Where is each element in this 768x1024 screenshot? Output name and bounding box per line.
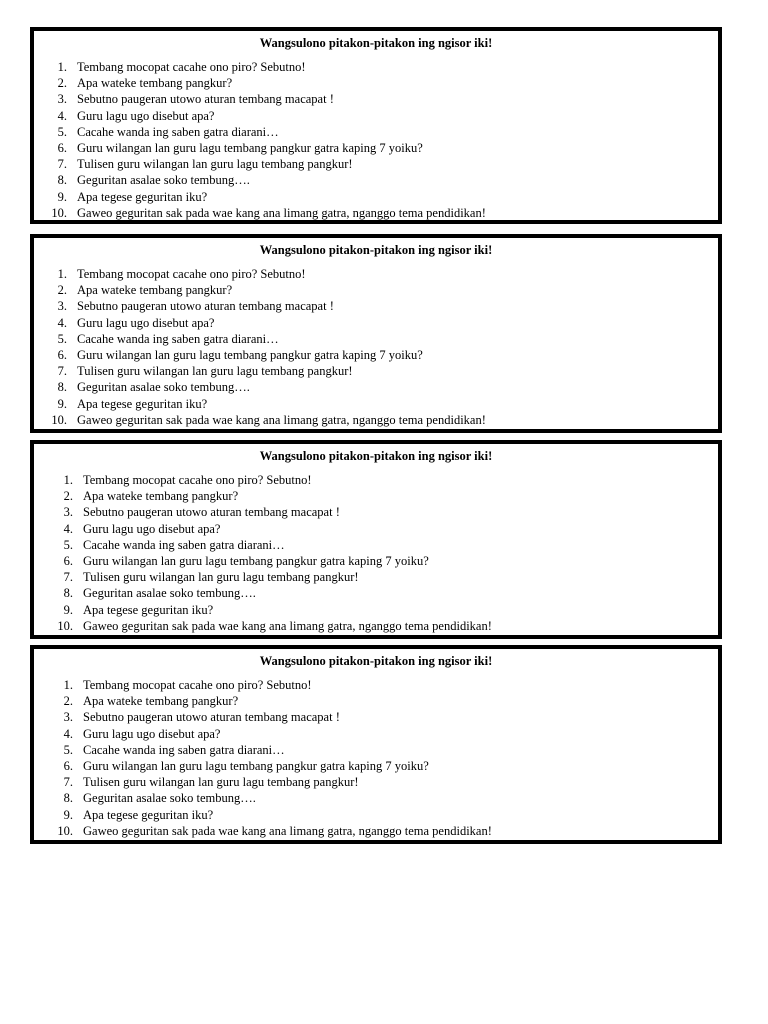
- question-number: 8.: [63, 791, 73, 806]
- question-number: 1.: [63, 473, 73, 487]
- question-number: 9.: [63, 807, 73, 822]
- question-number: 4.: [57, 315, 67, 330]
- question-number: 10.: [51, 412, 67, 427]
- question-number: 1.: [63, 678, 73, 692]
- question-text: Gaweo geguritan sak pada wae kang ana limang gatra, nganggo tema pendidikan!: [83, 823, 492, 838]
- question-item: [34, 823, 718, 839]
- question-text: Sebutno paugeran utowo aturan tembang macapat !: [77, 299, 334, 314]
- question-item: [34, 331, 718, 347]
- question-text: Geguritan asalae soko tembung….: [77, 380, 250, 395]
- question-number: 6.: [63, 553, 73, 568]
- question-text: Tembang mocopat cacahe ono piro? Sebutno!: [77, 267, 306, 281]
- question-text: Cacahe wanda ing saben gatra diarani…: [83, 537, 285, 552]
- question-item: [34, 124, 718, 140]
- question-text: Guru lagu ugo disebut apa?: [77, 315, 215, 330]
- question-text: Apa wateke tembang pangkur?: [77, 283, 233, 298]
- question-number: 2.: [63, 694, 73, 709]
- question-number: 5.: [57, 331, 67, 346]
- question-card: [30, 440, 722, 639]
- question-number: 8.: [57, 380, 67, 395]
- question-number: 2.: [63, 489, 73, 504]
- question-text: Gaweo geguritan sak pada wae kang ana limang gatra, nganggo tema pendidikan!: [77, 205, 486, 220]
- question-text: Guru wilangan lan guru lagu tembang pangkur gatra kaping 7 yoiku?: [77, 347, 423, 362]
- question-number: 7.: [57, 157, 67, 172]
- question-number: 9.: [63, 602, 73, 617]
- question-item: [34, 108, 718, 124]
- question-number: 1.: [57, 267, 67, 281]
- question-number: 6.: [63, 758, 73, 773]
- question-item: [34, 726, 718, 742]
- question-number: 2.: [57, 283, 67, 298]
- question-text: Apa tegese geguritan iku?: [83, 602, 214, 617]
- question-text: Apa tegese geguritan iku?: [77, 189, 208, 204]
- question-item: [34, 807, 718, 823]
- question-text: Tembang mocopat cacahe ono piro? Sebutno!: [83, 473, 312, 487]
- question-item: [34, 504, 718, 520]
- question-text: Apa wateke tembang pangkur?: [77, 76, 233, 91]
- question-item: [34, 709, 718, 725]
- question-number: 3.: [63, 505, 73, 520]
- question-number: 10.: [57, 618, 73, 633]
- question-item: [34, 347, 718, 363]
- question-text: Cacahe wanda ing saben gatra diarani…: [83, 742, 285, 757]
- question-item: [34, 742, 718, 758]
- question-card: [30, 234, 722, 433]
- question-text: Gaweo geguritan sak pada wae kang ana limang gatra, nganggo tema pendidikan!: [77, 412, 486, 427]
- question-list: [34, 266, 718, 428]
- question-item: [34, 758, 718, 774]
- question-text: Geguritan asalae soko tembung….: [83, 586, 256, 601]
- question-number: 5.: [63, 537, 73, 552]
- question-number: 1.: [57, 60, 67, 74]
- question-item: [34, 189, 718, 205]
- question-item: [34, 553, 718, 569]
- question-text: Sebutno paugeran utowo aturan tembang macapat !: [83, 505, 340, 520]
- question-text: Tembang mocopat cacahe ono piro? Sebutno!: [83, 678, 312, 692]
- question-text: Apa tegese geguritan iku?: [83, 807, 214, 822]
- question-text: Guru lagu ugo disebut apa?: [83, 521, 221, 536]
- question-text: Guru lagu ugo disebut apa?: [77, 108, 215, 123]
- question-item: [34, 363, 718, 379]
- question-item: [34, 537, 718, 553]
- question-item: [34, 75, 718, 91]
- question-text: Geguritan asalae soko tembung….: [83, 791, 256, 806]
- card-title: Wangsulono pitakon-pitakon ing ngisor iki!: [259, 449, 493, 463]
- question-item: [34, 315, 718, 331]
- question-text: Cacahe wanda ing saben gatra diarani…: [77, 331, 279, 346]
- question-number: 4.: [63, 521, 73, 536]
- question-item: [34, 205, 718, 221]
- question-item: [34, 396, 718, 412]
- question-number: 7.: [57, 364, 67, 379]
- question-item: [34, 298, 718, 314]
- question-number: 10.: [51, 205, 67, 220]
- question-item: [34, 774, 718, 790]
- question-text: Sebutno paugeran utowo aturan tembang macapat !: [77, 92, 334, 107]
- card-title: Wangsulono pitakon-pitakon ing ngisor iki!: [259, 36, 493, 50]
- question-item: [34, 521, 718, 537]
- question-text: Guru wilangan lan guru lagu tembang pangkur gatra kaping 7 yoiku?: [77, 140, 423, 155]
- card-title: Wangsulono pitakon-pitakon ing ngisor iki!: [259, 243, 493, 257]
- question-item: [34, 472, 718, 488]
- question-number: 8.: [57, 173, 67, 188]
- question-text: Tulisen guru wilangan lan guru lagu tembang pangkur!: [77, 157, 353, 172]
- question-item: [34, 412, 718, 428]
- question-card: [30, 27, 722, 224]
- question-text: Geguritan asalae soko tembung….: [77, 173, 250, 188]
- question-number: 8.: [63, 586, 73, 601]
- question-item: [34, 379, 718, 395]
- question-item: [34, 140, 718, 156]
- question-item: [34, 585, 718, 601]
- question-number: 3.: [57, 92, 67, 107]
- question-text: Tembang mocopat cacahe ono piro? Sebutno!: [77, 60, 306, 74]
- question-list: [34, 59, 718, 221]
- question-number: 9.: [57, 189, 67, 204]
- question-number: 5.: [63, 742, 73, 757]
- question-text: Guru wilangan lan guru lagu tembang pangkur gatra kaping 7 yoiku?: [83, 553, 429, 568]
- question-text: Apa tegese geguritan iku?: [77, 396, 208, 411]
- question-text: Tulisen guru wilangan lan guru lagu tembang pangkur!: [83, 775, 359, 790]
- question-number: 5.: [57, 124, 67, 139]
- question-item: [34, 488, 718, 504]
- question-item: [34, 693, 718, 709]
- question-item: [34, 282, 718, 298]
- question-item: [34, 677, 718, 693]
- question-text: Gaweo geguritan sak pada wae kang ana limang gatra, nganggo tema pendidikan!: [83, 618, 492, 633]
- question-text: Guru lagu ugo disebut apa?: [83, 726, 221, 741]
- question-item: [34, 569, 718, 585]
- question-item: [34, 602, 718, 618]
- question-list: [34, 677, 718, 839]
- question-item: [34, 59, 718, 75]
- question-number: 10.: [57, 823, 73, 838]
- question-item: [34, 172, 718, 188]
- question-text: Guru wilangan lan guru lagu tembang pangkur gatra kaping 7 yoiku?: [83, 758, 429, 773]
- question-text: Tulisen guru wilangan lan guru lagu tembang pangkur!: [77, 364, 353, 379]
- question-text: Apa wateke tembang pangkur?: [83, 694, 239, 709]
- question-item: [34, 266, 718, 282]
- question-number: 3.: [57, 299, 67, 314]
- question-text: Cacahe wanda ing saben gatra diarani…: [77, 124, 279, 139]
- question-item: [34, 156, 718, 172]
- question-number: 7.: [63, 570, 73, 585]
- question-text: Sebutno paugeran utowo aturan tembang macapat !: [83, 710, 340, 725]
- question-card: [30, 645, 722, 844]
- question-item: [34, 618, 718, 634]
- question-item: [34, 790, 718, 806]
- question-number: 9.: [57, 396, 67, 411]
- question-number: 6.: [57, 140, 67, 155]
- question-text: Apa wateke tembang pangkur?: [83, 489, 239, 504]
- question-text: Tulisen guru wilangan lan guru lagu tembang pangkur!: [83, 570, 359, 585]
- question-number: 4.: [63, 726, 73, 741]
- question-number: 3.: [63, 710, 73, 725]
- question-number: 7.: [63, 775, 73, 790]
- card-title: Wangsulono pitakon-pitakon ing ngisor iki!: [259, 654, 493, 668]
- question-list: [34, 472, 718, 634]
- question-number: 6.: [57, 347, 67, 362]
- question-number: 4.: [57, 108, 67, 123]
- question-item: [34, 91, 718, 107]
- question-number: 2.: [57, 76, 67, 91]
